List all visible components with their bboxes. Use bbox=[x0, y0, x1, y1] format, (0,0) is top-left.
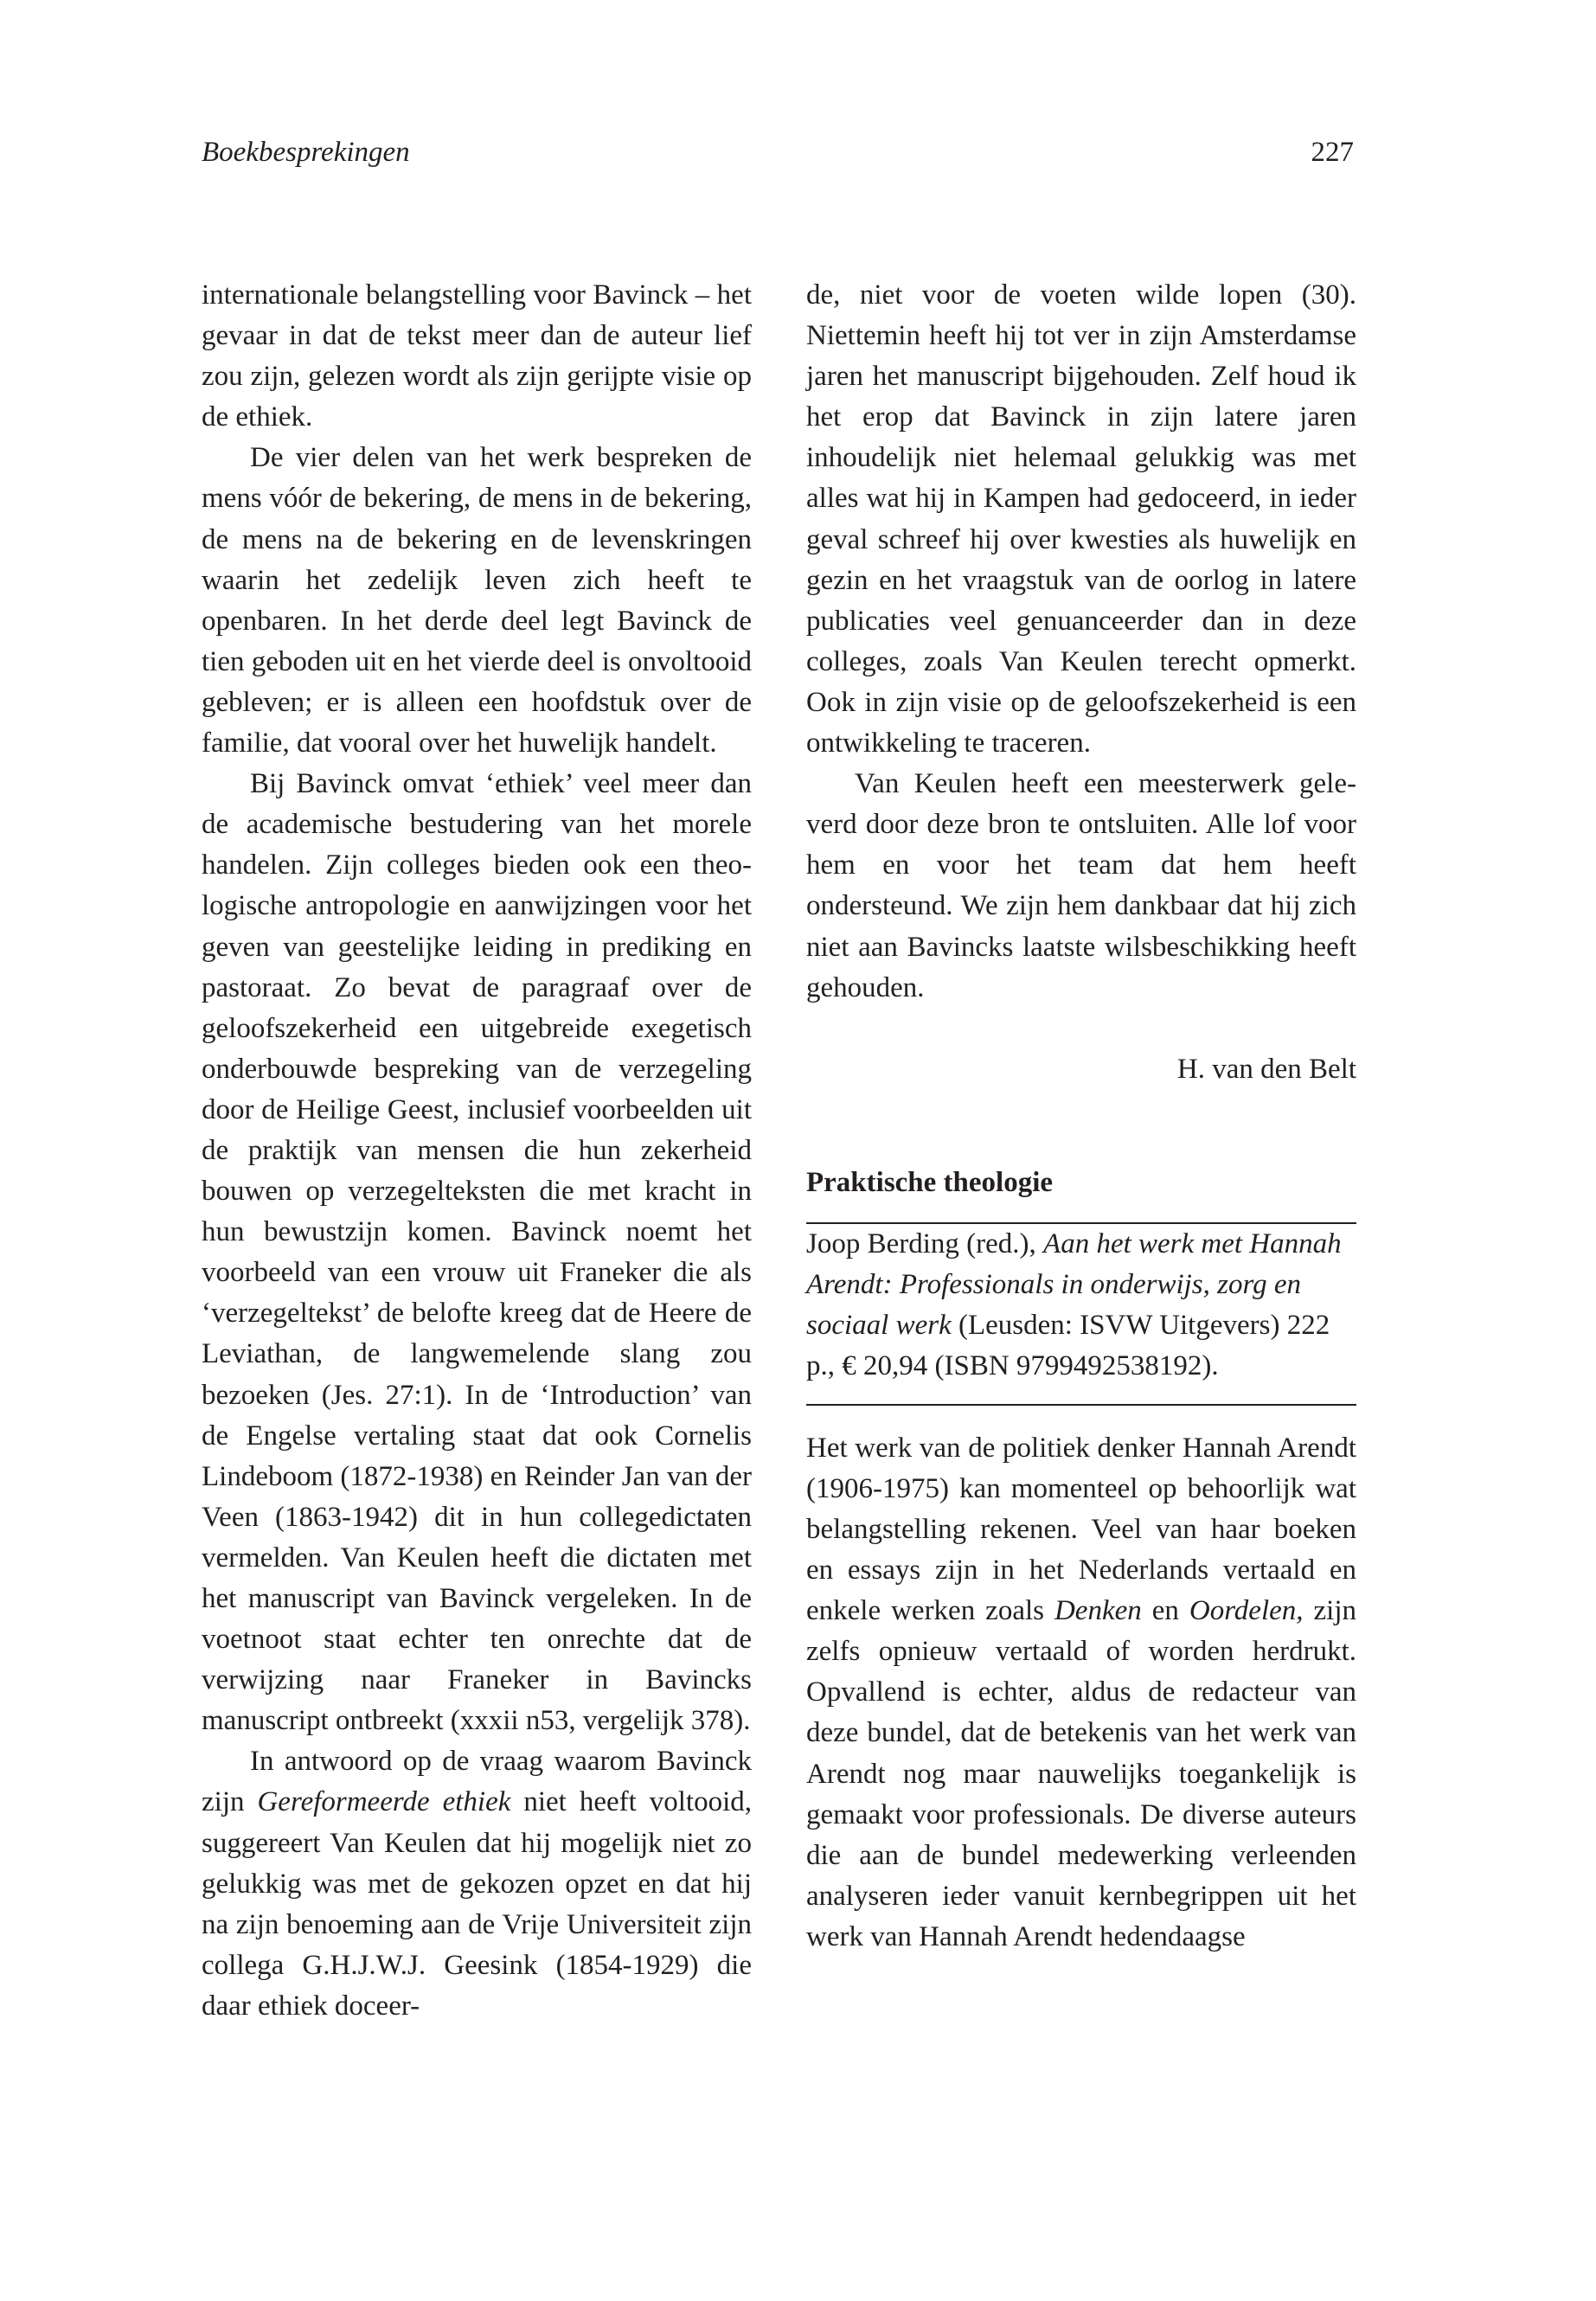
paragraph-continuation-right: de, niet voor de voeten wilde lopen (30). Niettemin heeft hij tot ver in zijn Amsterdamse jaren het manuscript bijgehouden. Zelf houd ik het erop dat Bavinck in zijn latere jaren inhoudelijk niet helemaal gelukkig was met alles wat hij in Kampen had gedoceerd, in ieder geval schreef hij over kwesties als huwelijk en gezin en het vraagstuk van de oorlog in latere publicaties veel genuanceerder dan in deze colleges, zoals Van Keulen terecht opmerkt. Ook in zijn visie op de geloofszekerheid is een ontwikkeling te traceren. bbox=[806, 279, 1356, 760]
book-details: (Leusden: ISVW Uitgevers) 222 p., € 20,94 (ISBN 9799492538192). bbox=[806, 1309, 1330, 1381]
italic-work-denken: Denken bbox=[1054, 1595, 1142, 1627]
italic-work-oordelen: Oordelen, bbox=[1189, 1595, 1304, 1627]
book-reference bbox=[806, 1224, 1356, 1387]
text-segment: zijn zelfs opnieuw vertaald of worden herdrukt. Opvallend is echter, aldus de redacteur van deze bundel, dat de betekenis van het werk van Arendt nog maar nauwelijks toegankelijk is gemaakt voor professionals. De diverse auteurs die aan de bundel medewerking verleenden analyseren ieder vanuit kernbegrippen uit het werk van Hannah Arendt hedendaagse bbox=[806, 1595, 1356, 1952]
text-segment: niet heeft voltooid, suggereert Van Keulen dat hij mogelijk niet zo gelukkig was met de gekozen opzet en dat hij na zijn benoeming aan de Vrije Universiteit zijn collega G.H.J.W.J. Geesink (1854-1929) die daar ethiek doceer- bbox=[202, 1786, 753, 2022]
left-column bbox=[202, 275, 752, 2027]
book-author: Joop Berding (red.), bbox=[806, 1227, 1044, 1259]
right-column bbox=[806, 275, 1356, 1958]
text-segment: en bbox=[1141, 1595, 1189, 1627]
text-segment: In antwoord op de vraag waarom Bavinck zijn bbox=[202, 1746, 752, 1818]
section-heading: Praktische theologie bbox=[806, 1166, 1054, 1198]
reviewer-signature: H. van den Belt bbox=[1176, 1053, 1356, 1085]
paragraph-unfinished-work bbox=[202, 1741, 752, 2027]
running-head: Boekbesprekingen bbox=[202, 137, 410, 168]
divider-bottom bbox=[806, 1404, 1356, 1406]
italic-title: Gereformeerde ethiek bbox=[257, 1786, 511, 1818]
paragraph-continuation: internationale belangstelling voor Bavinck – het gevaar in dat de tekst meer dan de auteur lief zou zijn, gelezen wordt als zijn gerijpte visie op de ethiek. bbox=[202, 279, 752, 433]
text-segment: Het werk van de politiek denker Hannah Arendt (1906-1975) kan momenteel op behoorlijk wat belangstelling rekenen. Veel van haar boeken en essays zijn in het Nederlands vertaald en enkele werken zoals bbox=[806, 1432, 1356, 1627]
paragraph-conclusion: Van Keulen heeft een meesterwerk geleverd door deze bron te ontsluiten. Alle lof voor hem en voor het team dat hem heeft ondersteund. We zijn hem dankbaar dat hij zich niet aan Bavincks laatste wilsbeschikking heeft gehouden. bbox=[806, 768, 1356, 1003]
paragraph-ethics-scope: Bij Bavinck omvat ‘ethiek’ veel meer dan de academische bestudering van het morele handelen. Zijn colleges bieden ook een theologische antropologie en aanwijzingen voor het geven van geestelijke leiding in prediking en pastoraat. Zo bevat de paragraaf over de geloofszekerheid een uitgebreide exegetisch onderbouwde bespreking van de verzegeling door de Heilige Geest, inclusief voorbeelden uit de praktijk van mensen die hun zekerheid bouwen op verzegelteksten die met kracht in hun bewustzijn komen. Bavinck noemt het voorbeeld van een vrouw uit Franeker die als ‘verzegeltekst’ de belofte kreeg dat de Heere de Leviathan, de langwemelende slang zou bezoeken (Jes. 27:1). In de ‘Introduction’ van de Engelse vertaling staat dat ook Cornelis Lindeboom (1872-1938) en Reinder Jan van der Veen (1863-1942) dit in hun collegedictaten vermelden. Van Keulen heeft die dictaten met het manuscript van Bavinck vergeleken. In de voetnoot staat echter ten onrechte dat de verwijzing naar Franeker in Bavincks manuscript ontbreekt (xxxii n53, vergelijk 378). bbox=[202, 768, 752, 1737]
book-title: Aan het werk met Hannah Arendt: Professionals in onderwijs, zorg en sociaal werk bbox=[806, 1227, 1342, 1341]
page-number: 227 bbox=[1311, 137, 1354, 168]
paragraph-arendt-review bbox=[806, 1428, 1356, 1958]
paragraph-four-parts: De vier delen van het werk bespreken de mens vóór de bekering, de mens in de bekering, de mens na de bekering en de levenskringen waarin het zedelijk leven zich heeft te openbaren. In het derde deel legt Bavinck de tien geboden uit en het vierde deel is onvoltooid gebleven; er is alleen een hoofdstuk over de familie, dat vooral over het huwelijk handelt. bbox=[202, 442, 753, 760]
